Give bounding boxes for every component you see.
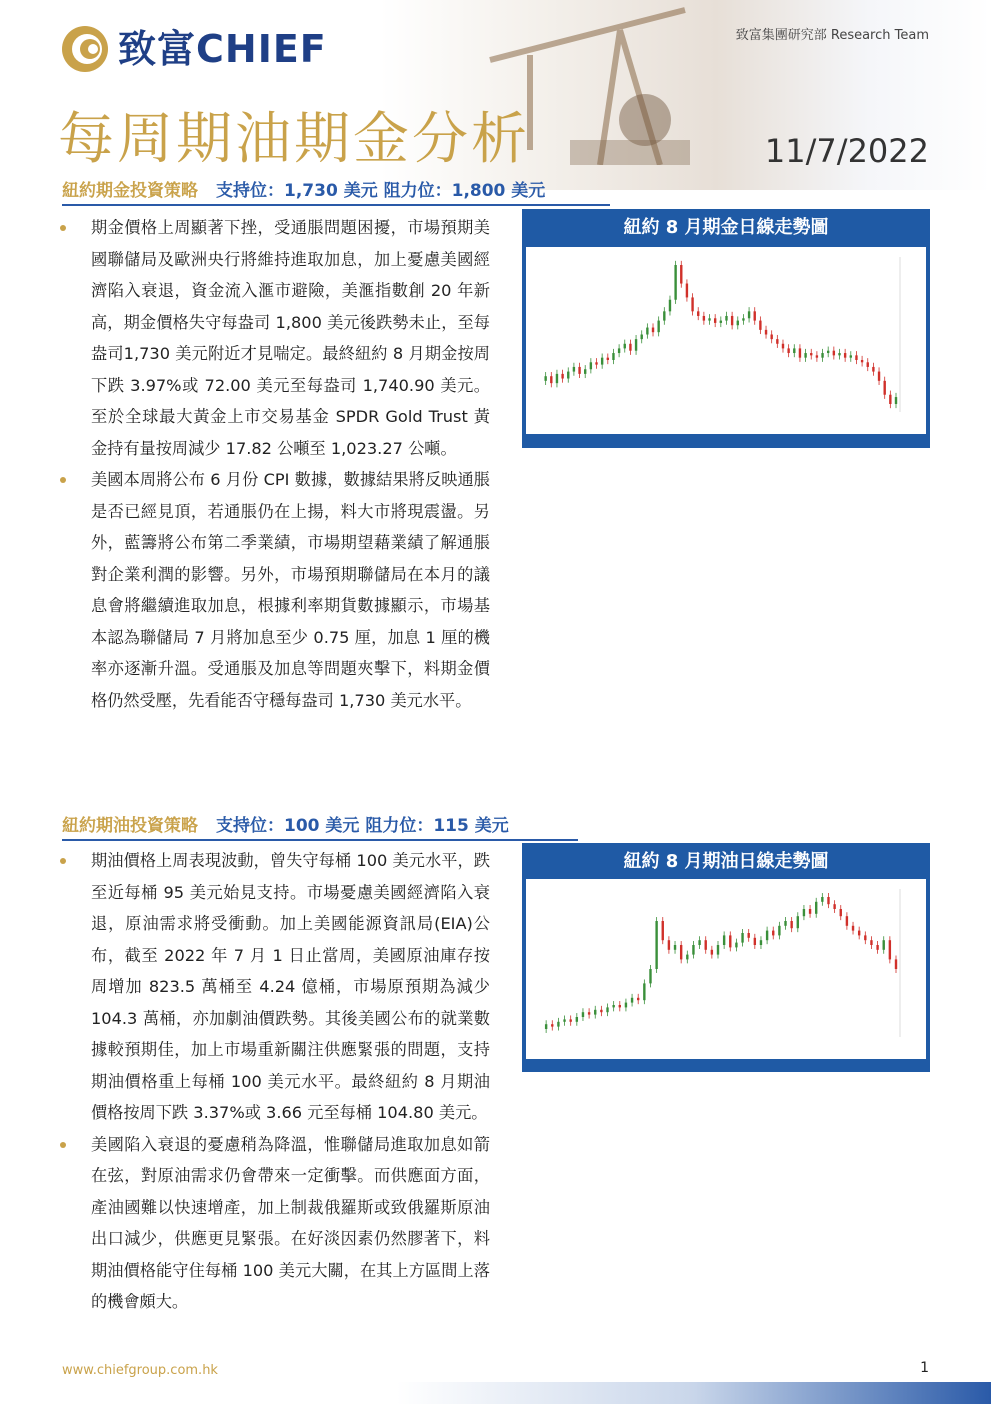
candle-body — [635, 339, 637, 351]
candle-body — [668, 940, 670, 950]
candle-body — [782, 344, 784, 349]
gold-section-name: 紐約期金投資策略 — [62, 181, 198, 201]
candle-body — [556, 374, 558, 383]
candle-body — [816, 355, 818, 357]
candle-body — [714, 318, 716, 323]
candle-body — [889, 395, 891, 404]
candle-body — [657, 321, 659, 333]
candle-body — [844, 353, 846, 358]
candle-body — [731, 316, 733, 325]
candle-body — [618, 348, 620, 353]
candle-body — [550, 376, 552, 383]
candle-body — [864, 935, 866, 940]
candle-body — [735, 943, 737, 948]
candle-body — [855, 355, 857, 360]
candle-body — [557, 1022, 559, 1027]
candle-body — [544, 376, 546, 381]
candle-body — [876, 945, 878, 950]
candle-body — [776, 339, 778, 344]
oil-candlestick-chart — [526, 879, 926, 1059]
candle-body — [692, 945, 694, 955]
candle-body — [748, 311, 750, 318]
candle-body — [606, 1007, 608, 1012]
candle-body — [838, 353, 840, 355]
candle-body — [624, 344, 626, 349]
candle-body — [821, 897, 823, 902]
candle-body — [612, 1005, 614, 1007]
candle-body — [705, 940, 707, 950]
candle-body — [827, 897, 829, 904]
footer-decorative-bar — [0, 1382, 991, 1404]
chief-logo-icon — [60, 24, 110, 74]
candle-body — [810, 353, 812, 355]
gold-support-resistance: 支持位：1,730 美元 阻力位：1,800 美元 — [216, 181, 546, 201]
candle-body — [742, 318, 744, 320]
candle-body — [760, 940, 762, 945]
candle-body — [895, 959, 897, 969]
list-item — [60, 212, 490, 464]
candle-body — [551, 1024, 553, 1026]
candle-body — [708, 318, 710, 320]
candle-body — [595, 362, 597, 364]
candle-body — [655, 921, 657, 969]
candle-body — [545, 1024, 547, 1029]
candle-body — [582, 1012, 584, 1017]
candle-body — [563, 1019, 565, 1021]
candle-body — [584, 369, 586, 374]
candle-body — [607, 358, 609, 360]
candle-body — [878, 372, 880, 381]
candle-body — [698, 940, 700, 945]
candle-body — [787, 348, 789, 353]
candle-body — [833, 351, 835, 356]
candle-body — [637, 998, 639, 1000]
candle-body — [793, 348, 795, 353]
candle-body — [784, 921, 786, 926]
candle-body — [754, 938, 756, 945]
candle-body — [561, 374, 563, 379]
gold-heading-underline — [62, 204, 610, 206]
candle-body — [809, 909, 811, 914]
candle-body — [691, 297, 693, 311]
candle-body — [567, 372, 569, 379]
candle-body — [723, 935, 725, 945]
candle-body — [680, 945, 682, 959]
candle-body — [766, 931, 768, 941]
candle-body — [643, 983, 645, 1000]
candle-body — [594, 1010, 596, 1015]
candle-body — [803, 909, 805, 916]
candle-body — [833, 904, 835, 909]
list-item — [60, 1129, 490, 1318]
candle-body — [799, 348, 801, 357]
candle-body — [729, 935, 731, 947]
gold-chart-title: 紐約 8 月期金日線走勢圖 — [623, 217, 829, 238]
candle-body — [850, 355, 852, 357]
candle-body — [770, 335, 772, 340]
candle-body — [804, 353, 806, 358]
candle-body — [686, 284, 688, 298]
candle-body — [754, 311, 756, 320]
candle-body — [600, 1010, 602, 1012]
candle-body — [895, 397, 897, 404]
candle-body — [827, 351, 829, 353]
oil-heading-underline — [62, 839, 578, 841]
candle-body — [625, 1003, 627, 1008]
candle-body — [883, 940, 885, 950]
gold-section-heading — [62, 179, 545, 203]
page-number: 1 — [920, 1360, 929, 1376]
candle-body — [612, 353, 614, 360]
candle-body — [717, 945, 719, 955]
candle-body — [870, 940, 872, 945]
research-team-label: 致富集團研究部 Research Team — [735, 28, 929, 43]
candle-body — [741, 933, 743, 943]
oil-section-name: 紐約期油投資策略 — [62, 816, 198, 836]
candle-body — [573, 367, 575, 372]
bullet-icon — [60, 477, 66, 483]
candle-body — [778, 926, 780, 936]
candle-body — [631, 998, 633, 1003]
candle-body — [872, 367, 874, 372]
candle-body — [737, 321, 739, 326]
candle-body — [590, 362, 592, 369]
candle-body — [889, 940, 891, 959]
candle-body — [697, 311, 699, 316]
candle-body — [619, 1005, 621, 1007]
candle-body — [765, 330, 767, 335]
candle-body — [759, 321, 761, 330]
oil-section-heading — [62, 814, 509, 838]
candle-body — [576, 1017, 578, 1022]
candle-body — [646, 328, 648, 335]
candle-body — [821, 353, 823, 358]
candle-body — [588, 1012, 590, 1014]
candle-body — [641, 335, 643, 340]
candle-body — [680, 265, 682, 284]
list-item — [60, 464, 490, 716]
candle-body — [772, 931, 774, 936]
candle-body — [703, 316, 705, 321]
oil-support-resistance: 支持位：100 美元 阻力位：115 美元 — [216, 816, 509, 836]
oil-bullet-1: 期油價格上周表現波動，曾失守每桶 100 美元水平，跌至近每桶 95 美元始見支持。市場憂慮美國經濟陷入衰退，原油需求將受衝動。加上美國能源資訊局(EIA)公布，截至 2022 年 7 月 1 日止當周，美國原油庫存按周增加 823.5 萬桶至 4.24 億桶，市場原預期為減少 104.3 萬桶，亦加劇油價跌勢。其後美國公布的就業數據較預期佳，加上市場重新關注供應緊張的問題，支持期油價格重上每桶 100 美元水平。最終紐約 8 月期油價格按周下跌 3.37%或 3.66 元至每桶 104.80 美元。 — [91, 851, 490, 1122]
oil-bullet-2: 美國陷入衰退的憂慮稍為降溫，惟聯儲局進取加息如箭在弦，對原油需求仍會帶來一定衝擊。而供應面方面，產油國難以快速增產，加上制裁俄羅斯或致俄羅斯原油出口減少，供應更見緊張。在好淡因素仍然膠著下，料期油價格能守住每桶 100 美元大關，在其上方區間上落的機會頗大。 — [91, 1134, 490, 1311]
candle-body — [747, 933, 749, 938]
gold-bullet-1: 期金價格上周顯著下挫，受通脹問題困擾，市場預期美國聯儲局及歐洲央行將維持進取加息，加上憂慮美國經濟陷入衰退，資金流入滙市避險，美滙指數創 20 年新高，期金價格失守每盎司 1,800 美元後跌勢未止，至每盎司1,730 美元附近才見喘定。最終紐約 8 月期金按周下跌 3.97%或 72.00 美元至每盎司 1,740.90 美元。至於全球最大黃金上市交易基金 SPDR Gold Trust 黃金持有量按周減少 17.82 公噸至 1,023.27 公噸。 — [91, 218, 490, 458]
list-item — [60, 845, 490, 1129]
gold-bullet-2: 美國本周將公布 6 月份 CPI 數據，數據結果將反映通脹是否已經見頂，若通脹仍在上揚，料大市將現震盪。另外，藍籌將公布第二季業績，市場期望藉業績了解通脹對企業利潤的影響。另外，市場預期聯儲局在本月的議息會將繼續進取加息，根據利率期貨數據顯示，市場基本認為聯儲局 7 月將加息至少 0.75 厘，加息 1 厘的機率亦逐漸升溫。受通脹及加息等問題夾擊下，料期金價格仍然受壓，先看能否守穩每盎司 1,730 美元水平。 — [91, 470, 490, 710]
report-date: 11/7/2022 — [764, 132, 929, 170]
candle-body — [720, 321, 722, 323]
candle-body — [852, 926, 854, 931]
gold-candlestick-chart — [526, 247, 926, 434]
candle-body — [629, 344, 631, 351]
candle-body — [663, 311, 665, 320]
bullet-icon — [60, 858, 66, 864]
brand-logo-text: 致富CHIEF — [118, 27, 327, 71]
gold-bullet-list — [60, 212, 490, 716]
gold-chart-panel — [522, 209, 930, 448]
footer-website-link[interactable]: www.chiefgroup.com.hk — [62, 1363, 218, 1378]
oil-chart-panel — [522, 843, 930, 1072]
page-title: 每周期油期金分析 — [58, 107, 530, 172]
candle-body — [578, 367, 580, 374]
candle-body — [858, 931, 860, 936]
candle-body — [861, 360, 863, 362]
candle-body — [662, 921, 664, 940]
candle-body — [883, 381, 885, 395]
candle-body — [867, 362, 869, 367]
oil-chart-title: 紐約 8 月期油日線走勢圖 — [623, 851, 829, 872]
candle-body — [711, 950, 713, 955]
candle-body — [674, 945, 676, 950]
candle-body — [797, 916, 799, 928]
candle-body — [569, 1019, 571, 1021]
oil-bullet-list — [60, 845, 490, 1318]
candle-body — [669, 300, 671, 312]
candle-body — [652, 328, 654, 333]
candle-body — [686, 955, 688, 960]
candle-body — [674, 265, 676, 300]
bullet-icon — [60, 225, 66, 231]
bullet-icon — [60, 1142, 66, 1148]
candle-body — [790, 921, 792, 928]
candle-body — [815, 902, 817, 914]
candle-body — [840, 909, 842, 916]
candle-body — [725, 316, 727, 321]
candle-body — [601, 358, 603, 365]
candle-body — [649, 969, 651, 983]
candle-body — [846, 916, 848, 926]
